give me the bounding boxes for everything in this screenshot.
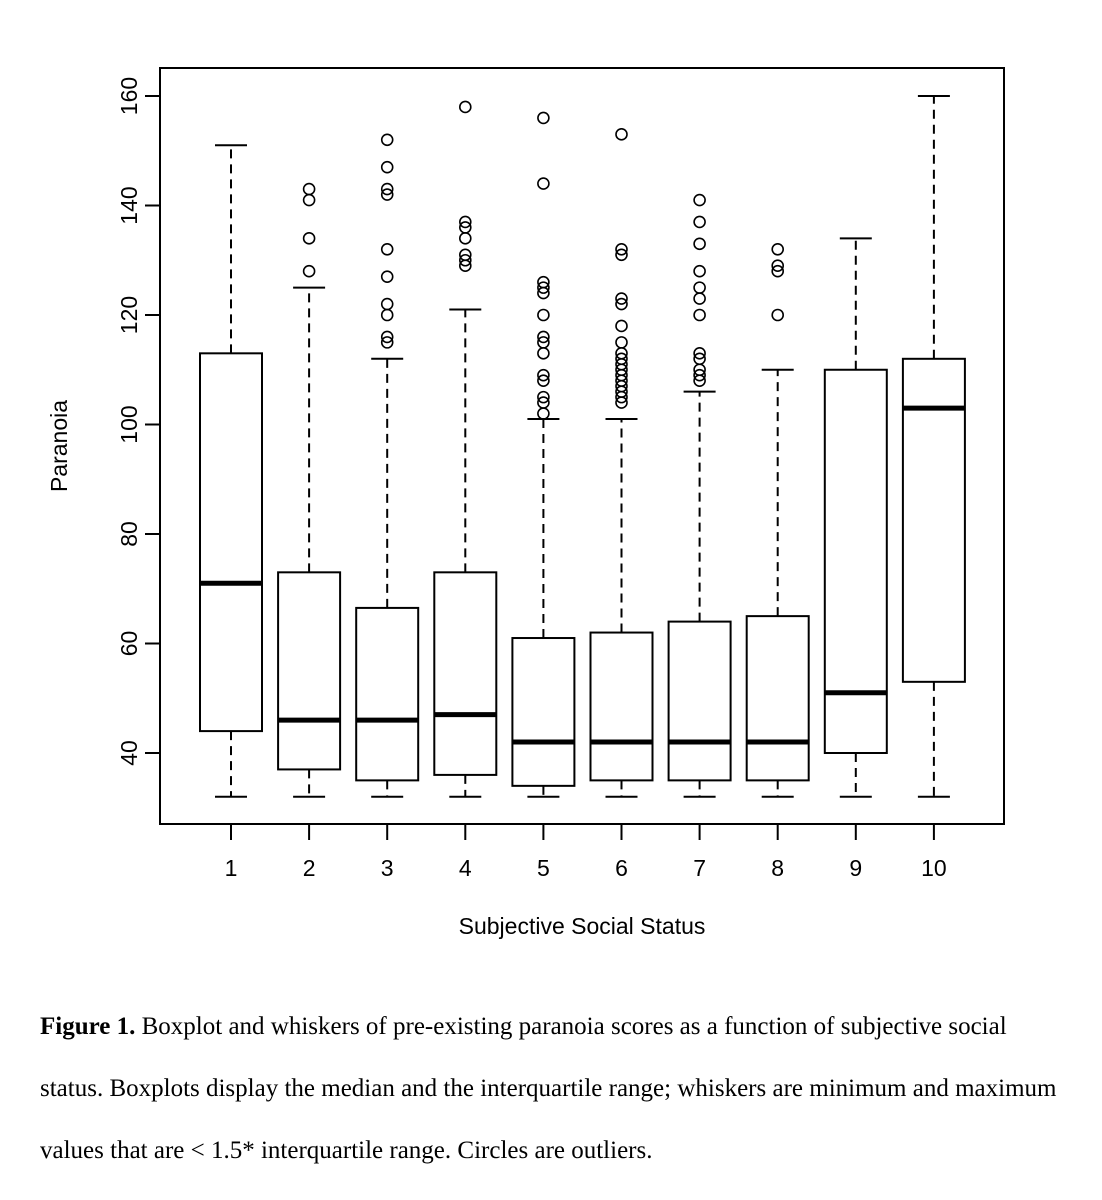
x-tick-label: 7 [693, 855, 706, 881]
outlier-point [694, 293, 705, 304]
outlier-point [538, 178, 549, 189]
outlier-point [382, 134, 393, 145]
outlier-point [382, 299, 393, 310]
box-group-7 [669, 195, 731, 797]
y-tick-label: 60 [116, 630, 142, 657]
outlier-point [694, 216, 705, 227]
box-series [200, 96, 965, 797]
y-tick-label: 100 [116, 405, 142, 444]
outlier-point [382, 162, 393, 173]
y-tick-label: 40 [116, 740, 142, 766]
outlier-point [694, 310, 705, 321]
y-tick-label: 120 [116, 295, 142, 335]
box-group-5 [512, 112, 574, 796]
y-tick-label: 140 [116, 186, 142, 225]
box-group-2 [278, 184, 340, 797]
iqr-box [669, 622, 731, 781]
y-axis [116, 77, 160, 766]
x-tick-label: 8 [771, 855, 785, 881]
iqr-box [591, 633, 653, 781]
outlier-point [694, 238, 705, 249]
caption-text: Boxplot and whiskers of pre-existing paranoia scores as a function of subjective social status. Boxplots display the median and the interquartile range; whiskers are minimum and maximum values that are < 1.5* interquartile range. Circles are outliers. [40, 1013, 1057, 1164]
iqr-box [200, 353, 262, 731]
x-tick-label: 1 [224, 855, 238, 881]
outlier-point [304, 233, 315, 244]
box-group-3 [356, 134, 418, 797]
x-tick-label: 2 [302, 855, 316, 881]
outlier-point [382, 271, 393, 282]
iqr-box [356, 608, 418, 780]
iqr-box [512, 638, 574, 786]
x-tick-label: 6 [615, 855, 628, 881]
x-tick-label: 10 [921, 855, 947, 881]
box-group-6 [591, 129, 653, 797]
outlier-point [538, 408, 549, 419]
x-tick-label: 4 [458, 855, 472, 881]
x-axis-label: Subjective Social Status [458, 913, 706, 939]
iqr-box [278, 572, 340, 769]
outlier-point [694, 282, 705, 293]
outlier-point [538, 310, 549, 321]
outlier-point [772, 310, 783, 321]
outlier-point [694, 195, 705, 206]
outlier-point [382, 244, 393, 255]
outlier-point [616, 320, 627, 331]
outlier-point [694, 266, 705, 277]
figure-caption [40, 996, 1070, 1182]
box-group-4 [434, 101, 496, 796]
y-tick-label: 160 [116, 76, 142, 116]
x-axis [225, 824, 947, 881]
iqr-box [825, 370, 887, 753]
x-tick-label: 5 [537, 855, 550, 881]
outlier-point [382, 310, 393, 321]
outlier-point [304, 184, 315, 195]
y-axis-label: Paranoia [46, 399, 72, 493]
x-tick-label: 3 [380, 855, 394, 881]
box-group-9 [825, 238, 887, 796]
x-tick-label: 9 [849, 855, 863, 881]
caption-label: Figure 1. [40, 1013, 136, 1040]
iqr-box [434, 572, 496, 775]
box-group-1 [200, 145, 262, 797]
outlier-point [460, 101, 471, 112]
outlier-point [616, 337, 627, 348]
outlier-point [304, 195, 315, 206]
outlier-point [616, 129, 627, 140]
y-tick-label: 80 [116, 521, 142, 547]
outlier-point [304, 266, 315, 277]
outlier-point [538, 348, 549, 359]
outlier-point [772, 244, 783, 255]
box-group-8 [747, 244, 809, 797]
box-group-10 [903, 96, 965, 797]
outlier-point [538, 112, 549, 123]
outlier-point [460, 233, 471, 244]
iqr-box [747, 616, 809, 780]
